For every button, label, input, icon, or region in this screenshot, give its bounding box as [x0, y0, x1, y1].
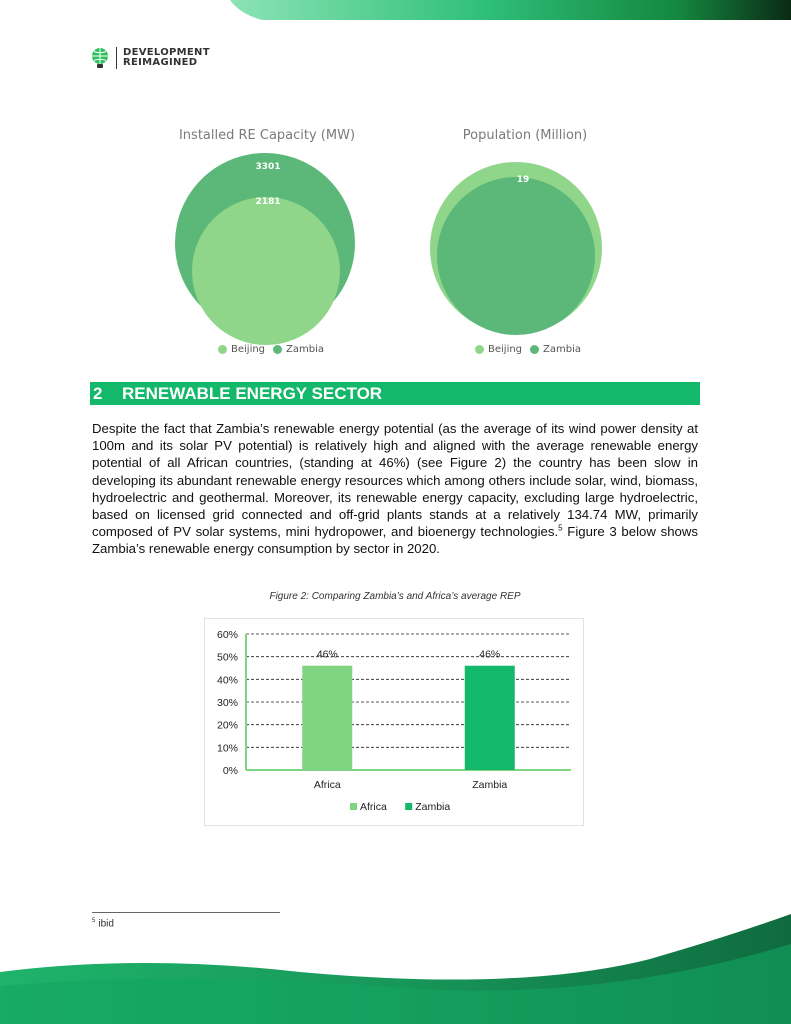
legend-swatch — [350, 803, 357, 810]
population-inner-circle — [437, 177, 595, 335]
capacity-venn-chart — [160, 145, 370, 345]
brand-logo — [90, 47, 210, 69]
bottom-decorative-wave — [0, 914, 791, 1024]
logo-line-2: REIMAGINED — [123, 57, 198, 68]
bar-africa — [302, 666, 352, 770]
legend-label-zambia: Zambia — [543, 344, 582, 355]
legend-item-zambia — [530, 344, 581, 355]
y-tick-label: 10% — [216, 742, 238, 755]
capacity-outer-label: 3301 — [255, 162, 281, 172]
legend-item-zambia — [273, 344, 324, 355]
data-label: 46% — [316, 648, 338, 661]
legend-swatch-zambia — [273, 345, 282, 354]
section-header — [90, 382, 700, 405]
capacity-inner-label: 2181 — [255, 197, 281, 207]
population-venn-title: Population (Million) — [462, 128, 588, 143]
logo-divider — [116, 47, 117, 69]
section-number: 2 — [93, 384, 103, 403]
section-title: RENEWABLE ENERGY SECTOR — [122, 384, 383, 403]
data-label: 46% — [479, 648, 501, 661]
footnote-text: ibid — [98, 918, 114, 930]
legend-label-zambia: Zambia — [286, 344, 325, 355]
y-tick-label: 30% — [216, 697, 238, 709]
paragraph-main-text: Despite the fact that Zambia’s renewable energy potential (as the average of its wind power density at 100m and its solar PV potential) is relatively high and aligned with the average renewable energy potential of all African countries, (standing at 46%) (see Figure 2) the country has been slow in developing its abundant renewable energy resources which among others include solar, wind, biomass, hydroelectric and geothermal. Moreover, its renewable energy capacity, excluding large hydroelectric, based on licensed grid connected and off-grid plants stands at a relatively 134.74 MW, primarily composed of PV solar systems, mini hydropower, and bioenergy technologies. — [92, 421, 698, 540]
paragraph-tail-text: Figure 3 below shows Zambia’s renewable energy consumption by sector in 2020. — [92, 524, 698, 557]
legend-item-beijing — [218, 344, 265, 355]
footnote-reference: 5 — [558, 523, 563, 533]
logo-line-1: DEVELOPMENT — [123, 47, 210, 58]
population-outer-label: 21.84 — [508, 154, 538, 164]
x-tick-label: Zambia — [472, 779, 508, 791]
footnote-number: 5 — [92, 918, 96, 924]
x-tick-label: Africa — [313, 779, 341, 791]
legend-label: Africa — [360, 801, 387, 813]
population-venn-chart — [418, 145, 628, 345]
rep-bar-chart — [204, 618, 584, 826]
logo-text — [123, 48, 210, 68]
population-inner-label: 19 — [516, 175, 530, 185]
y-tick-label: 50% — [216, 651, 238, 664]
body-paragraph — [92, 420, 698, 558]
y-tick-label: 0% — [222, 765, 238, 777]
legend-swatch — [405, 803, 412, 810]
top-decorative-band — [0, 0, 791, 20]
legend-swatch-beijing — [218, 345, 227, 354]
legend-label-beijing: Beijing — [488, 344, 523, 355]
figure-caption: Figure 2: Comparing Zambia’s and Africa’s average REP — [269, 591, 521, 602]
y-tick-label: 60% — [216, 629, 238, 641]
capacity-venn-title: Installed RE Capacity (MW) — [178, 128, 356, 143]
y-tick-label: 40% — [216, 674, 238, 687]
capacity-inner-circle — [192, 197, 340, 345]
population-venn-legend — [475, 344, 581, 355]
legend-label: Zambia — [415, 801, 451, 813]
capacity-venn-legend — [218, 344, 324, 355]
bar-zambia — [465, 666, 515, 770]
legend-swatch-zambia — [530, 345, 539, 354]
lightbulb-globe-icon — [90, 47, 110, 69]
y-tick-label: 20% — [216, 719, 238, 732]
legend-item-beijing — [475, 344, 522, 355]
footnote-rule — [92, 912, 280, 913]
legend-swatch-beijing — [475, 345, 484, 354]
rep-bar-chart-svg — [205, 619, 585, 827]
legend-label-beijing: Beijing — [231, 344, 266, 355]
